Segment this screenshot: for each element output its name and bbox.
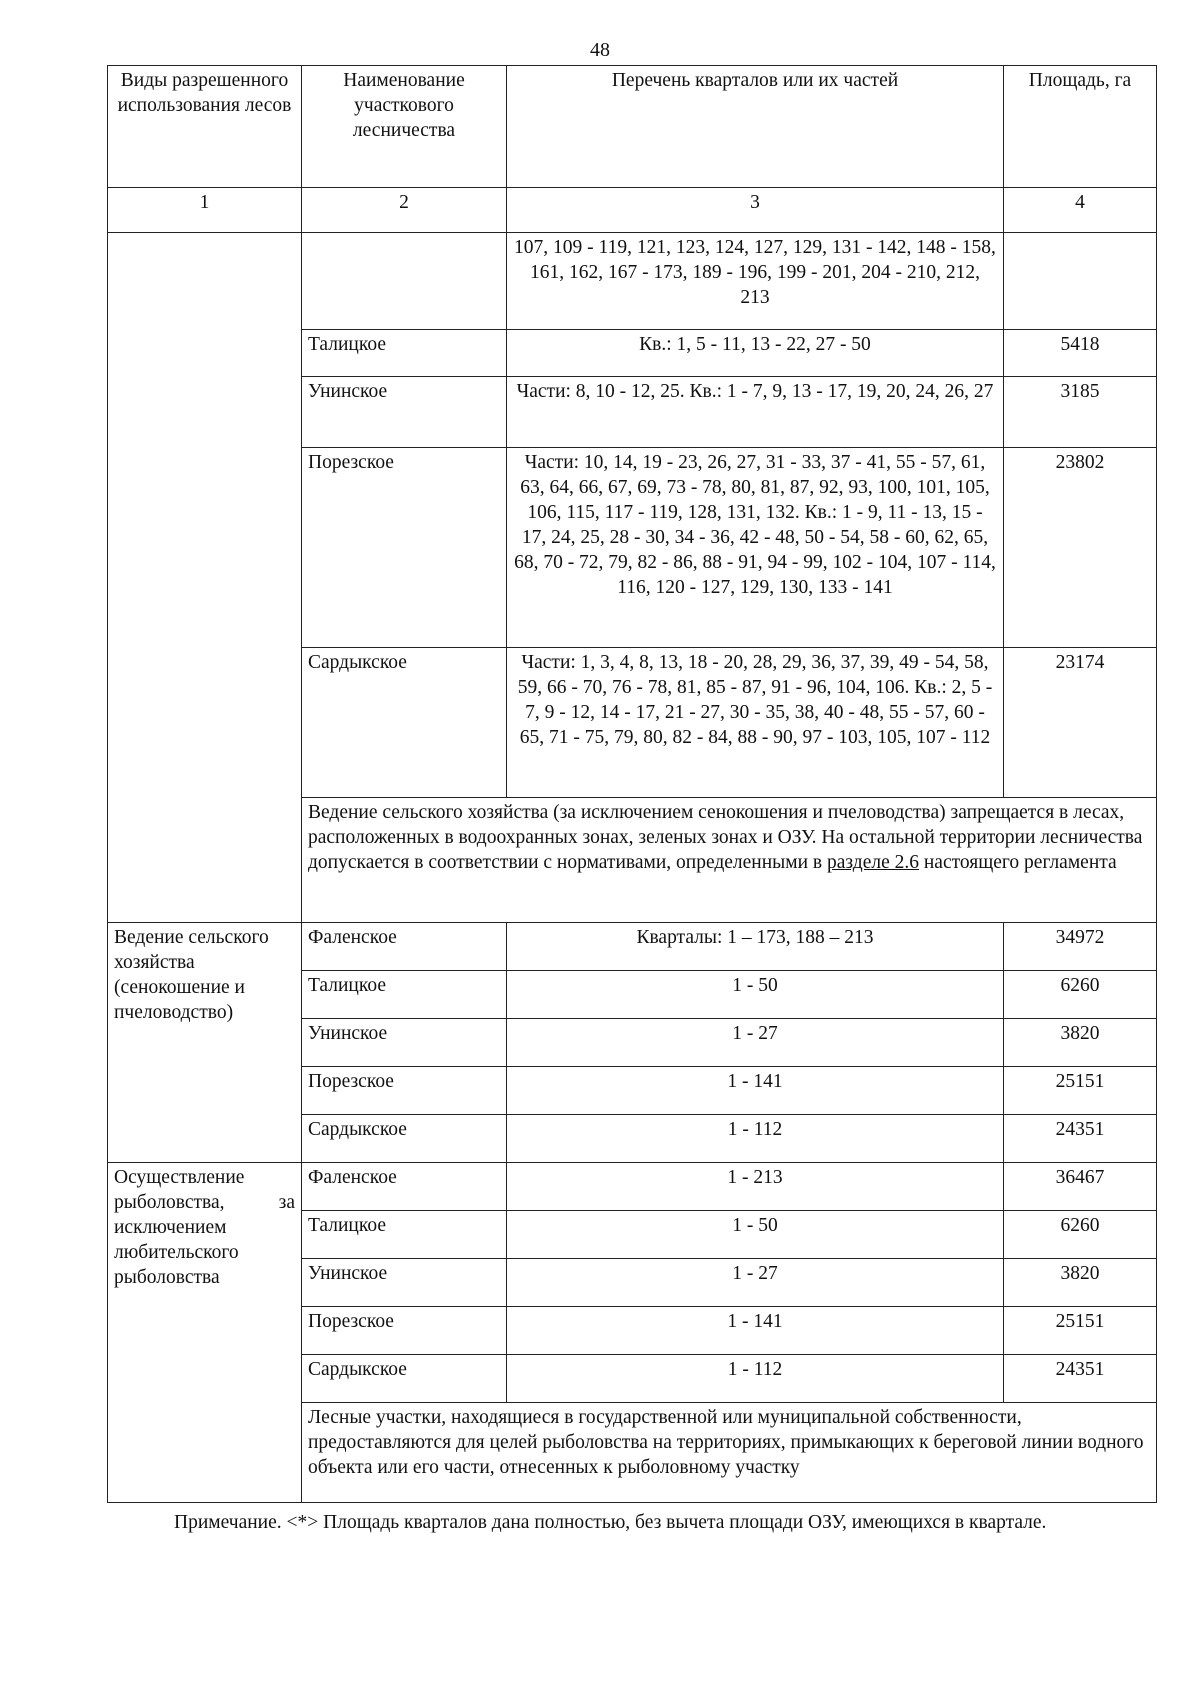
forestry-cell: Порезское <box>302 1067 507 1115</box>
area-cell: 34972 <box>1004 923 1157 971</box>
quarters-cell: 1 - 141 <box>507 1307 1004 1355</box>
header-use-type: Виды разрешенного использования лесов <box>108 66 302 188</box>
forestry-cell: Сардыкское <box>302 648 507 798</box>
quarters-cell: Кв.: 1, 5 - 11, 13 - 22, 27 - 50 <box>507 330 1004 377</box>
area-cell: 25151 <box>1004 1067 1157 1115</box>
area-cell: 3820 <box>1004 1259 1157 1307</box>
quarters-cell: Части: 1, 3, 4, 8, 13, 18 - 20, 28, 29, 36, 37, 39, 49 - 54, 58, 59, 66 - 70, 76 - 78, 81, 85 - 87, 91 - 96, 104, 106. Кв.: 2, 5 - 7, 9 - 12, 14 - 17, 21 - 27, 30 - 35, 38, 40 - 48, 55 - 57, 60 - 65, 71 - 75, 79, 80, 82 - 84, 88 - 90, 97 - 103, 105, 107 - 112 <box>507 648 1004 798</box>
quarters-cell: 1 - 27 <box>507 1259 1004 1307</box>
forestry-cell: Талицкое <box>302 971 507 1019</box>
category-cell-continued <box>108 233 302 923</box>
header-forestry: Наименование участкового лесничества <box>302 66 507 188</box>
quarters-cell: 1 - 112 <box>507 1115 1004 1163</box>
quarters-cell: 1 - 141 <box>507 1067 1004 1115</box>
quarters-cell: 1 - 50 <box>507 1211 1004 1259</box>
area-cell <box>1004 233 1157 330</box>
forestry-cell: Унинское <box>302 1259 507 1307</box>
area-cell: 23174 <box>1004 648 1157 798</box>
forestry-cell <box>302 233 507 330</box>
area-cell: 36467 <box>1004 1163 1157 1211</box>
category-label: Осуществление рыболовства, за исключением любительского рыболовства <box>114 1167 295 1288</box>
area-cell: 23802 <box>1004 448 1157 648</box>
page-number: 48 <box>590 39 610 61</box>
table-header-row <box>108 66 1157 188</box>
agriculture-restriction-note <box>302 798 1157 923</box>
quarters-cell: 1 - 27 <box>507 1019 1004 1067</box>
category-cell <box>108 1163 302 1503</box>
forestry-cell: Сардыкское <box>302 1355 507 1403</box>
forestry-cell: Унинское <box>302 1019 507 1067</box>
column-numbers-row <box>108 188 1157 233</box>
quarters-cell: 1 - 112 <box>507 1355 1004 1403</box>
area-cell: 25151 <box>1004 1307 1157 1355</box>
header-area: Площадь, га <box>1004 66 1157 188</box>
category-label: Ведение сельского хозяйства (сенокошение и пчеловодство) <box>114 927 269 1023</box>
forestry-cell: Талицкое <box>302 330 507 377</box>
column-number: 2 <box>302 188 507 233</box>
area-cell: 24351 <box>1004 1115 1157 1163</box>
category-cell <box>108 923 302 1163</box>
table-row <box>108 923 1157 971</box>
forestry-cell: Сардыкское <box>302 1115 507 1163</box>
footnote: Примечание. <*> Площадь кварталов дана полностью, без вычета площади ОЗУ, имеющихся в квартале. <box>174 1512 1047 1533</box>
land-use-table <box>107 65 1157 1503</box>
area-cell: 3820 <box>1004 1019 1157 1067</box>
forestry-cell: Фаленское <box>302 1163 507 1211</box>
fishing-note: Лесные участки, находящиеся в государственной или муниципальной собственности, предоставляются для целей рыболовства на территориях, примыкающих к береговой линии водного объекта или его части, отнесенных к рыболовному участку <box>302 1403 1157 1503</box>
column-number: 3 <box>507 188 1004 233</box>
column-number: 1 <box>108 188 302 233</box>
area-cell: 6260 <box>1004 971 1157 1019</box>
area-cell: 5418 <box>1004 330 1157 377</box>
quarters-cell: Части: 10, 14, 19 - 23, 26, 27, 31 - 33, 37 - 41, 55 - 57, 61, 63, 64, 66, 67, 69, 73 - 78, 80, 81, 87, 92, 93, 100, 101, 105, 106, 115, 117 - 119, 128, 131, 132. Кв.: 1 - 9, 11 - 13, 15 - 17, 24, 25, 28 - 30, 34 - 36, 42 - 48, 50 - 54, 58 - 60, 62, 65, 68, 70 - 72, 79, 82 - 86, 88 - 91, 94 - 99, 102 - 104, 107 - 114, 116, 120 - 127, 129, 130, 133 - 141 <box>507 448 1004 648</box>
forestry-cell: Талицкое <box>302 1211 507 1259</box>
forestry-cell: Порезское <box>302 448 507 648</box>
area-cell: 3185 <box>1004 377 1157 448</box>
quarters-cell: Части: 8, 10 - 12, 25. Кв.: 1 - 7, 9, 13 - 17, 19, 20, 24, 26, 27 <box>507 377 1004 448</box>
quarters-cell: 1 - 50 <box>507 971 1004 1019</box>
area-cell: 24351 <box>1004 1355 1157 1403</box>
header-quarters: Перечень кварталов или их частей <box>507 66 1004 188</box>
quarters-cell: Кварталы: 1 – 173, 188 – 213 <box>507 923 1004 971</box>
quarters-cell: 107, 109 - 119, 121, 123, 124, 127, 129, 131 - 142, 148 - 158, 161, 162, 167 - 173, 189 - 196, 199 - 201, 204 - 210, 212, 213 <box>507 233 1004 330</box>
section-link[interactable]: разделе 2.6 <box>827 852 919 873</box>
column-number: 4 <box>1004 188 1157 233</box>
note-text: Ведение сельского хозяйства (за исключением сенокошения и пчеловодства) запрещается в лесах, расположенных в водоохранных зонах, зеленых зонах и ОЗУ. На остальной территории лесничества допускается в соответствии с нормативами, определенными в <box>308 802 1143 873</box>
note-text: настоящего регламента <box>919 852 1117 873</box>
forestry-cell: Унинское <box>302 377 507 448</box>
forestry-cell: Порезское <box>302 1307 507 1355</box>
forestry-cell: Фаленское <box>302 923 507 971</box>
table-row <box>108 1163 1157 1211</box>
quarters-cell: 1 - 213 <box>507 1163 1004 1211</box>
table-row <box>108 233 1157 330</box>
area-cell: 6260 <box>1004 1211 1157 1259</box>
